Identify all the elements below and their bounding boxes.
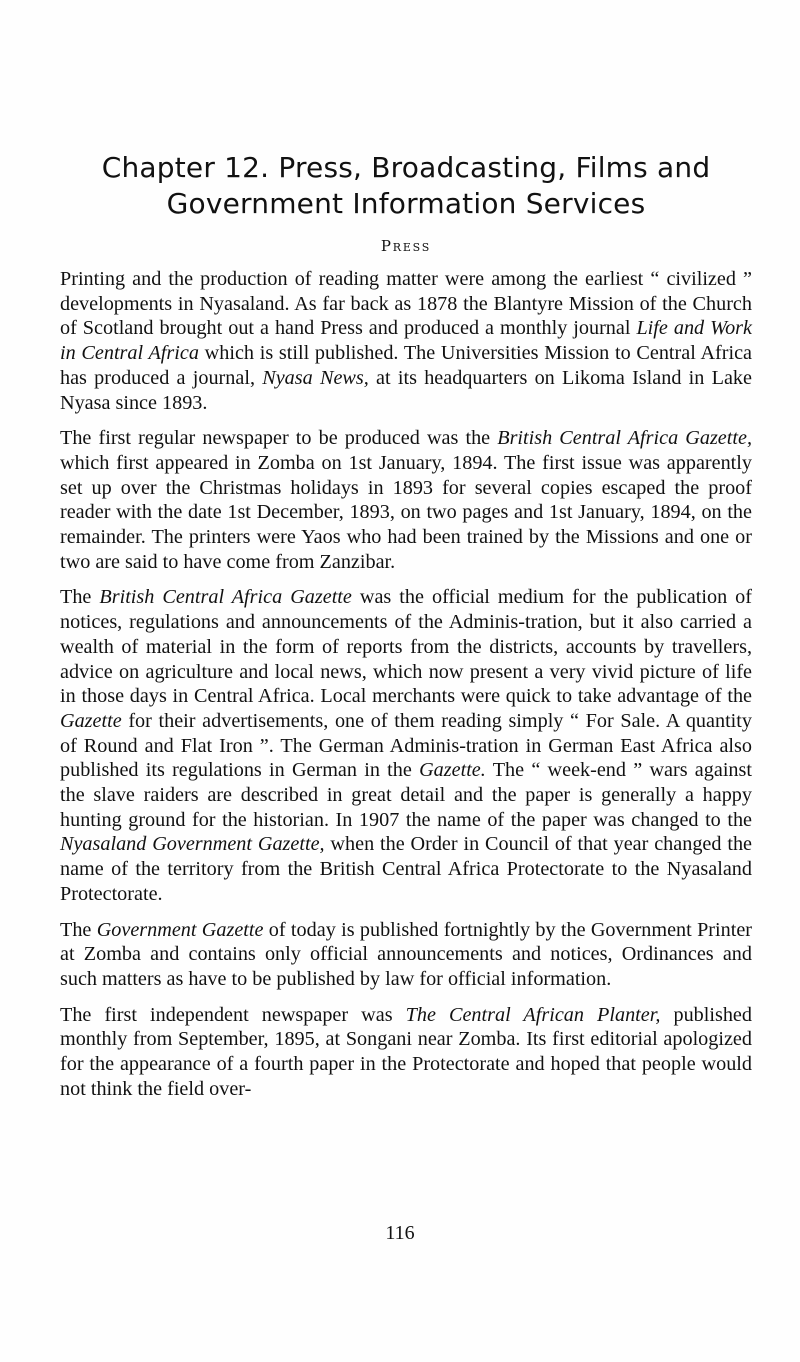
p2-title-gazette: British Central Africa Gazette, (497, 427, 752, 450)
p3-title-nyasaland-gazette: Nyasaland Government Gazette, (60, 833, 325, 856)
p3-title-gazette: British Central Africa Gazette (99, 586, 352, 609)
p1-title-life-and-work: Life and Work in Central Africa (60, 317, 752, 365)
p3-text-i: when the Order in Council of that year changed the name of the territory from the British Central Africa Protectorate to the Nyasaland Protectorate. (60, 833, 752, 905)
p4-text-c: of today is published fortnightly by the Government Printer at Zomba and contains only official announcements and notices, Ordinances and such matters as have to be published by law for official information. (60, 918, 753, 990)
p1-text-c: which is still published. The Universities Mission to Central Africa has produced a journal, (60, 342, 752, 389)
page-content (60, 150, 752, 1113)
chapter-title-line-2: Government Information Services (166, 187, 646, 220)
p4-text-a: The (60, 918, 97, 941)
p5-title-planter: The Central African Planter, (405, 1003, 661, 1026)
chapter-title (60, 150, 752, 222)
p3-title-gazette-short: Gazette (60, 709, 122, 732)
paragraph-2 (60, 426, 752, 574)
p1-text-a: Printing and the production of reading matter were among the earliest “ civilized ” developments in Nyasaland. As far back as 1878 the Blantyre Mission of the Church of Scotland brought out a hand Press and produced a monthly journal (60, 268, 752, 340)
p3-text-a: The (60, 586, 100, 609)
paragraph-5 (60, 1003, 752, 1102)
p3-title-gazette-short-2: Gazette. (419, 759, 486, 782)
section-heading-press: Press (380, 237, 432, 255)
p2-text-c: which first appeared in Zomba on 1st January, 1894. The first issue was apparently set up over the Christmas holidays in 1893 for several copies escaped the proof reader with the date 1st December, 1893, on two pages and 1st January, 1894, on the remainder. The printers were Yaos who had been trained by the Missions and one or two are said to have come from Zanzibar. (60, 451, 752, 573)
p4-title-government-gazette: Government Gazette (96, 918, 264, 941)
p3-text-e: for their advertisements, one of them reading simply “ For Sale. A quantity of Round and Flat Iron ”. The German Adminis-tration in German East Africa also published its regulations in German in the (60, 709, 752, 782)
p3-text-c: was the official medium for the publication of notices, regulations and announcements of the Adminis-tration, but it also carried a wealth of material in the form of reports from the districts, accounts by travellers, advice on agriculture and local news, which now present a very vivid picture of life in those days in Central Africa. Local merchants were quick to take advantage of the (60, 586, 752, 708)
p2-text-a: The first regular newspaper to be produced was the (60, 427, 498, 450)
p1-title-nyasa-news: Nyasa News, (262, 366, 369, 389)
chapter-title-line-1: Chapter 12. Press, Broadcasting, Films and (101, 151, 711, 184)
p3-text-g: The “ week-end ” wars against the slave raiders are described in great detail and the paper is generally a happy hunting ground for the historian. In 1907 the name of the paper was changed to the (60, 759, 752, 831)
paragraph-4 (60, 918, 752, 992)
paragraph-1 (60, 267, 752, 415)
p1-text-e: at its headquarters on Likoma Island in Lake Nyasa since 1893. (60, 366, 752, 414)
p5-text-a: The first independent newspaper was (60, 1003, 406, 1026)
page-number: 116 (385, 1222, 415, 1244)
p5-text-c: published monthly from September, 1895, at Songani near Zomba. Its first editorial apologized for the appearance of a fourth paper in the Protectorate and hoped that people would not think the field over- (60, 1003, 752, 1100)
paragraph-3 (60, 585, 752, 906)
